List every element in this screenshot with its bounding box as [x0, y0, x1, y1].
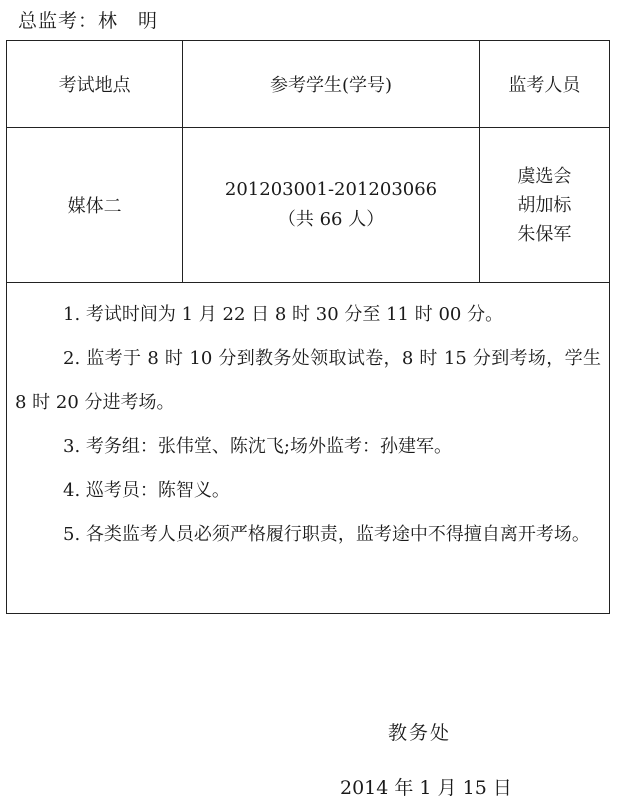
note-item: 2. 监考于 8 时 10 分到教务处领取试卷，8 时 15 分到考场，学生 8 时 20 分进考场。 — [15, 348, 601, 413]
notes-row — [7, 283, 610, 614]
issuing-office: 教务处 — [388, 722, 452, 744]
header-proctors: 监考人员 — [479, 41, 609, 128]
notes-cell — [7, 283, 610, 614]
chief-supervisor-line — [18, 6, 158, 33]
header-location: 考试地点 — [7, 41, 183, 128]
chief-supervisor-name: 林 明 — [98, 10, 159, 32]
student-count: （共 66 人） — [277, 209, 385, 230]
proctor-name: 朱保军 — [517, 223, 572, 245]
proctor-cell — [479, 128, 609, 283]
note-item: 1. 考试时间为 1 月 22 日 8 时 30 分至 11 时 00 分。 — [63, 304, 504, 325]
table-header-row — [7, 41, 610, 128]
location-cell: 媒体二 — [7, 128, 183, 283]
student-id-cell — [183, 128, 479, 283]
note-item: 5. 各类监考人员必须严格履行职责，监考途中不得擅自离开考场。 — [63, 524, 590, 545]
note-item: 4. 巡考员：陈智义。 — [63, 480, 230, 501]
proctor-name: 胡加标 — [517, 194, 572, 216]
issue-date: 2014 年 1 月 15 日 — [340, 777, 512, 799]
student-id-range: 201203001-201203066 — [224, 179, 438, 200]
table-row — [7, 128, 610, 283]
note-item: 3. 考务组：张伟堂、陈沈飞;场外监考：孙建军。 — [63, 436, 452, 457]
proctor-name: 虞选会 — [517, 165, 572, 187]
exam-arrangement-table — [6, 40, 610, 614]
header-students: 参考学生(学号) — [183, 41, 479, 128]
chief-supervisor-label: 总监考： — [18, 10, 99, 32]
